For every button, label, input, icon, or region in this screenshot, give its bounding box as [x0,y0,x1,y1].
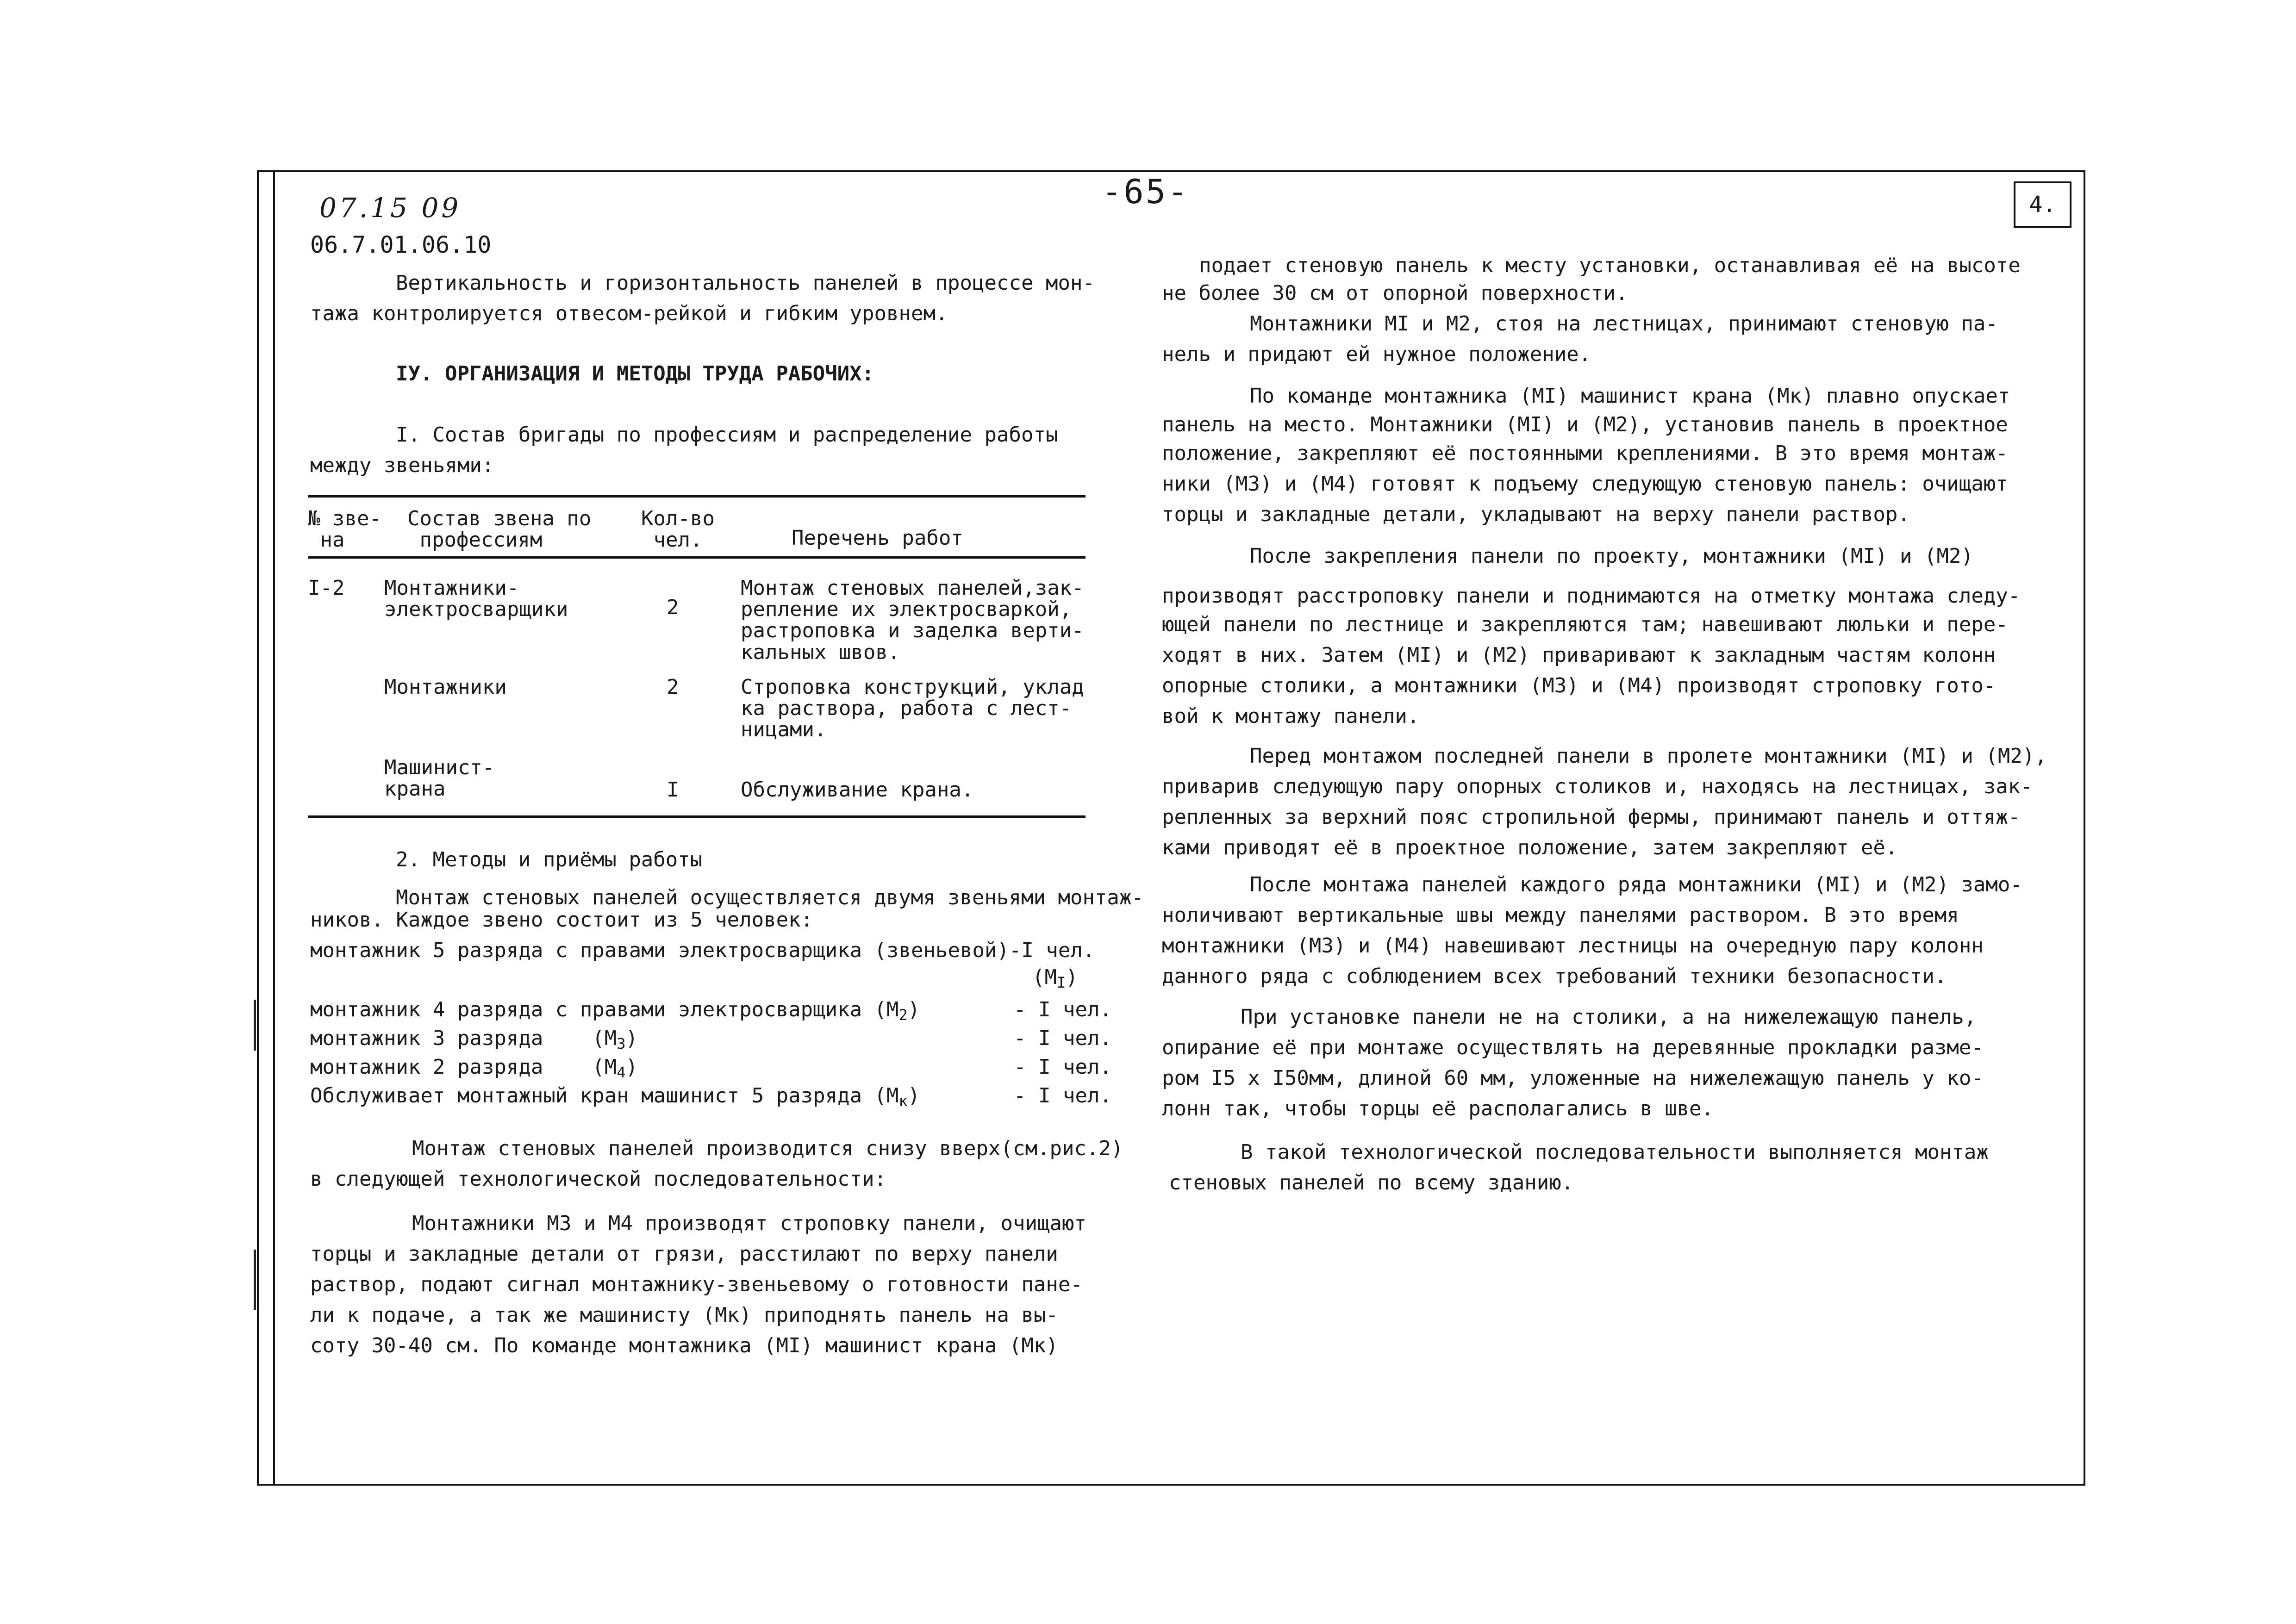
crew-count: - I чел. [1014,1055,1112,1079]
para-line: По команде монтажника (МI) машинист крана (Мк) плавно опускает [1250,384,2010,408]
para-line: лонн так, чтобы торцы её располагались в шве. [1162,1097,1714,1120]
row-unit: I-2 [308,576,345,600]
para-line: ходят в них. Затем (МI) и (М2) приваривают к закладным частям колонн [1162,643,1996,667]
crew-item: монтажник 2 разряда $(М_4)$ [310,1055,638,1081]
section-title: IУ. ОРГАНИЗАЦИЯ И МЕТОДЫ ТРУДА РАБОЧИХ: [396,362,874,386]
crew-item: монтажник 3 разряда $(М_3)$ [310,1027,638,1052]
para-line: торцы и закладные детали, укладывают на верху панели раствор. [1162,503,1910,526]
row-count: 2 [667,596,679,619]
steps-line: соту 30-40 см. По команде монтажника (МI) машинист крана (Мк) [310,1334,1058,1357]
para-line: данного ряда с соблюдением всех требований техники безопасности. [1162,964,1947,988]
para-line: опорные столики, а монтажники (М3) и (М4) производят строповку гото- [1162,674,1996,697]
para-line: панель на место. Монтажники (МI) и (М2), установив панель в проектное [1162,413,2008,436]
para-line: производят расстроповку панели и поднимаются на отметку монтажа следу- [1162,584,2021,608]
para-line: ноличивают вертикальные швы между панелями раствором. В это время [1162,903,1959,927]
crew-count: - I чел. [1014,1084,1112,1108]
para-line: опирание её при монтаже осуществлять на деревянные прокладки разме- [1162,1036,1984,1059]
para-line: ками приводят её в проектное положение, затем закрепляют её. [1162,836,1898,859]
row-composition: Машинист- крана [384,756,495,801]
crew-item: Обслуживает монтажный кран машинист 5 разряда $(М_к)$ [310,1084,920,1110]
steps-line: Монтажники М3 и М4 производят строповку панели, очищают [412,1212,1086,1235]
methods-line: Монтаж стеновых панелей осуществляется двумя звеньями монтаж- [396,886,1144,909]
subsection-1-line: между звеньями: [310,454,494,477]
para-line: После монтажа панелей каждого ряда монтажники (МI) и (М2) замо- [1250,873,2022,896]
subsection-2-title: 2. Методы и приёмы работы [396,848,703,871]
steps-line: торцы и закладные детали от грязи, расстилают по верху панели [310,1242,1058,1266]
row-count: 2 [667,675,679,699]
intro-line: Вертикальность и горизонтальность панелей в процессе мон- [396,271,1095,295]
para-line: положение, закрепляют её постоянными креплениями. В это время монтаж- [1162,442,2008,465]
para-line: приварив следующую пару опорных столиков и, находясь на лестницах, зак- [1162,775,2033,798]
para-line: ники (М3) и (М4) готовят к подъему следующую стеновую панель: очищают [1162,472,2008,496]
document-code: 06.7.01.06.10 [310,231,492,258]
sequence-line: Монтаж стеновых панелей производится снизу вверх(см.рис.2) [412,1137,1123,1160]
para-line: ром I5 х I50мм, длиной 60 мм, уложенные на нижележащую панель у ко- [1162,1066,1984,1090]
methods-mark-m1: $(М_I)$ [1032,965,1078,991]
para-line: репленных за верхний пояс стропильной фермы, принимают панель и оттяж- [1162,805,2021,829]
crew-count: - I чел. [1014,1027,1112,1050]
crew-count: - I чел. [1014,998,1112,1021]
para-line: При установке панели не на столики, а на нижележащую панель, [1241,1005,1977,1029]
row-works: Строповка конструкций, уклад ка раствора, работа с лест- ницами. [741,675,1084,742]
row-composition: Монтажники- электросварщики [384,576,568,622]
sheet-number-box [2014,181,2071,228]
table-header-composition: Состав звена по профессиям [407,507,592,552]
para-line: монтажники (М3) и (М4) навешивают лестницы на очередную пару колонн [1162,934,1984,958]
table-header-unit: № зве- на [308,507,381,552]
table-header-count: Кол-во чел. [641,507,715,552]
table-bottom-rule [308,815,1086,818]
para-line: В такой технологической последовательности выполняется монтаж [1241,1140,1989,1164]
handwritten-code: 07.15 09 [319,192,462,224]
page-number: -65- [1102,172,1190,211]
table-top-rule [308,495,1086,498]
para-line: Монтажники МI и М2, стоя на лестницах, принимают стеновую па- [1250,312,1998,336]
para-line: После закрепления панели по проекту, монтажники (МI) и (М2) [1250,544,1973,568]
margin-mark [254,1000,256,1051]
subsection-1-line: I. Состав бригады по профессиям и распределение работы [396,423,1058,447]
steps-line: раствор, подают сигнал монтажнику-звеньевому о готовности пане- [310,1273,1083,1296]
para-line: не более 30 см от опорной поверхности. [1162,281,1628,305]
row-works: Монтаж стеновых панелей,зак- репление их электросваркой, растроповка и заделка верти- кальных швов. [741,576,1084,664]
sequence-line: в следующей технологической последовательности: [310,1167,887,1191]
para-line: стеновых панелей по всему зданию. [1169,1171,1574,1195]
row-composition: Монтажники [384,675,507,699]
para-line: Перед монтажом последней панели в пролете монтажники (МI) и (М2), [1250,744,2047,768]
para-line: ющей панели по лестнице и закрепляются там; навешивают люльки и пере- [1162,613,2008,636]
intro-line: тажа контролируется отвесом-рейкой и гибким уровнем. [310,302,948,325]
methods-line: монтажник 5 разряда с правами электросварщика (звеньевой)-I чел. [310,939,1095,962]
steps-line: ли к подаче, а так же машинисту (Мк) приподнять панель на вы- [310,1303,1058,1327]
row-count: I [667,778,679,802]
methods-line: ников. Каждое звено состоит из 5 человек: [310,908,813,932]
para-line: подает стеновую панель к месту установки, останавливая её на высоте [1199,254,2021,277]
row-works: Обслуживание крана. [741,778,974,802]
sheet-number: 4. [2029,192,2056,218]
para-line: вой к монтажу панели. [1162,704,1420,728]
para-line: нель и придают ей нужное положение. [1162,342,1591,366]
table-header-works: Перечень работ [792,526,963,550]
crew-item: монтажник 4 разряда с правами электросварщика $(М_2)$ [310,998,920,1024]
table-header-rule [308,556,1086,559]
page-frame-inner-line [273,170,275,1486]
margin-mark [254,1250,256,1310]
